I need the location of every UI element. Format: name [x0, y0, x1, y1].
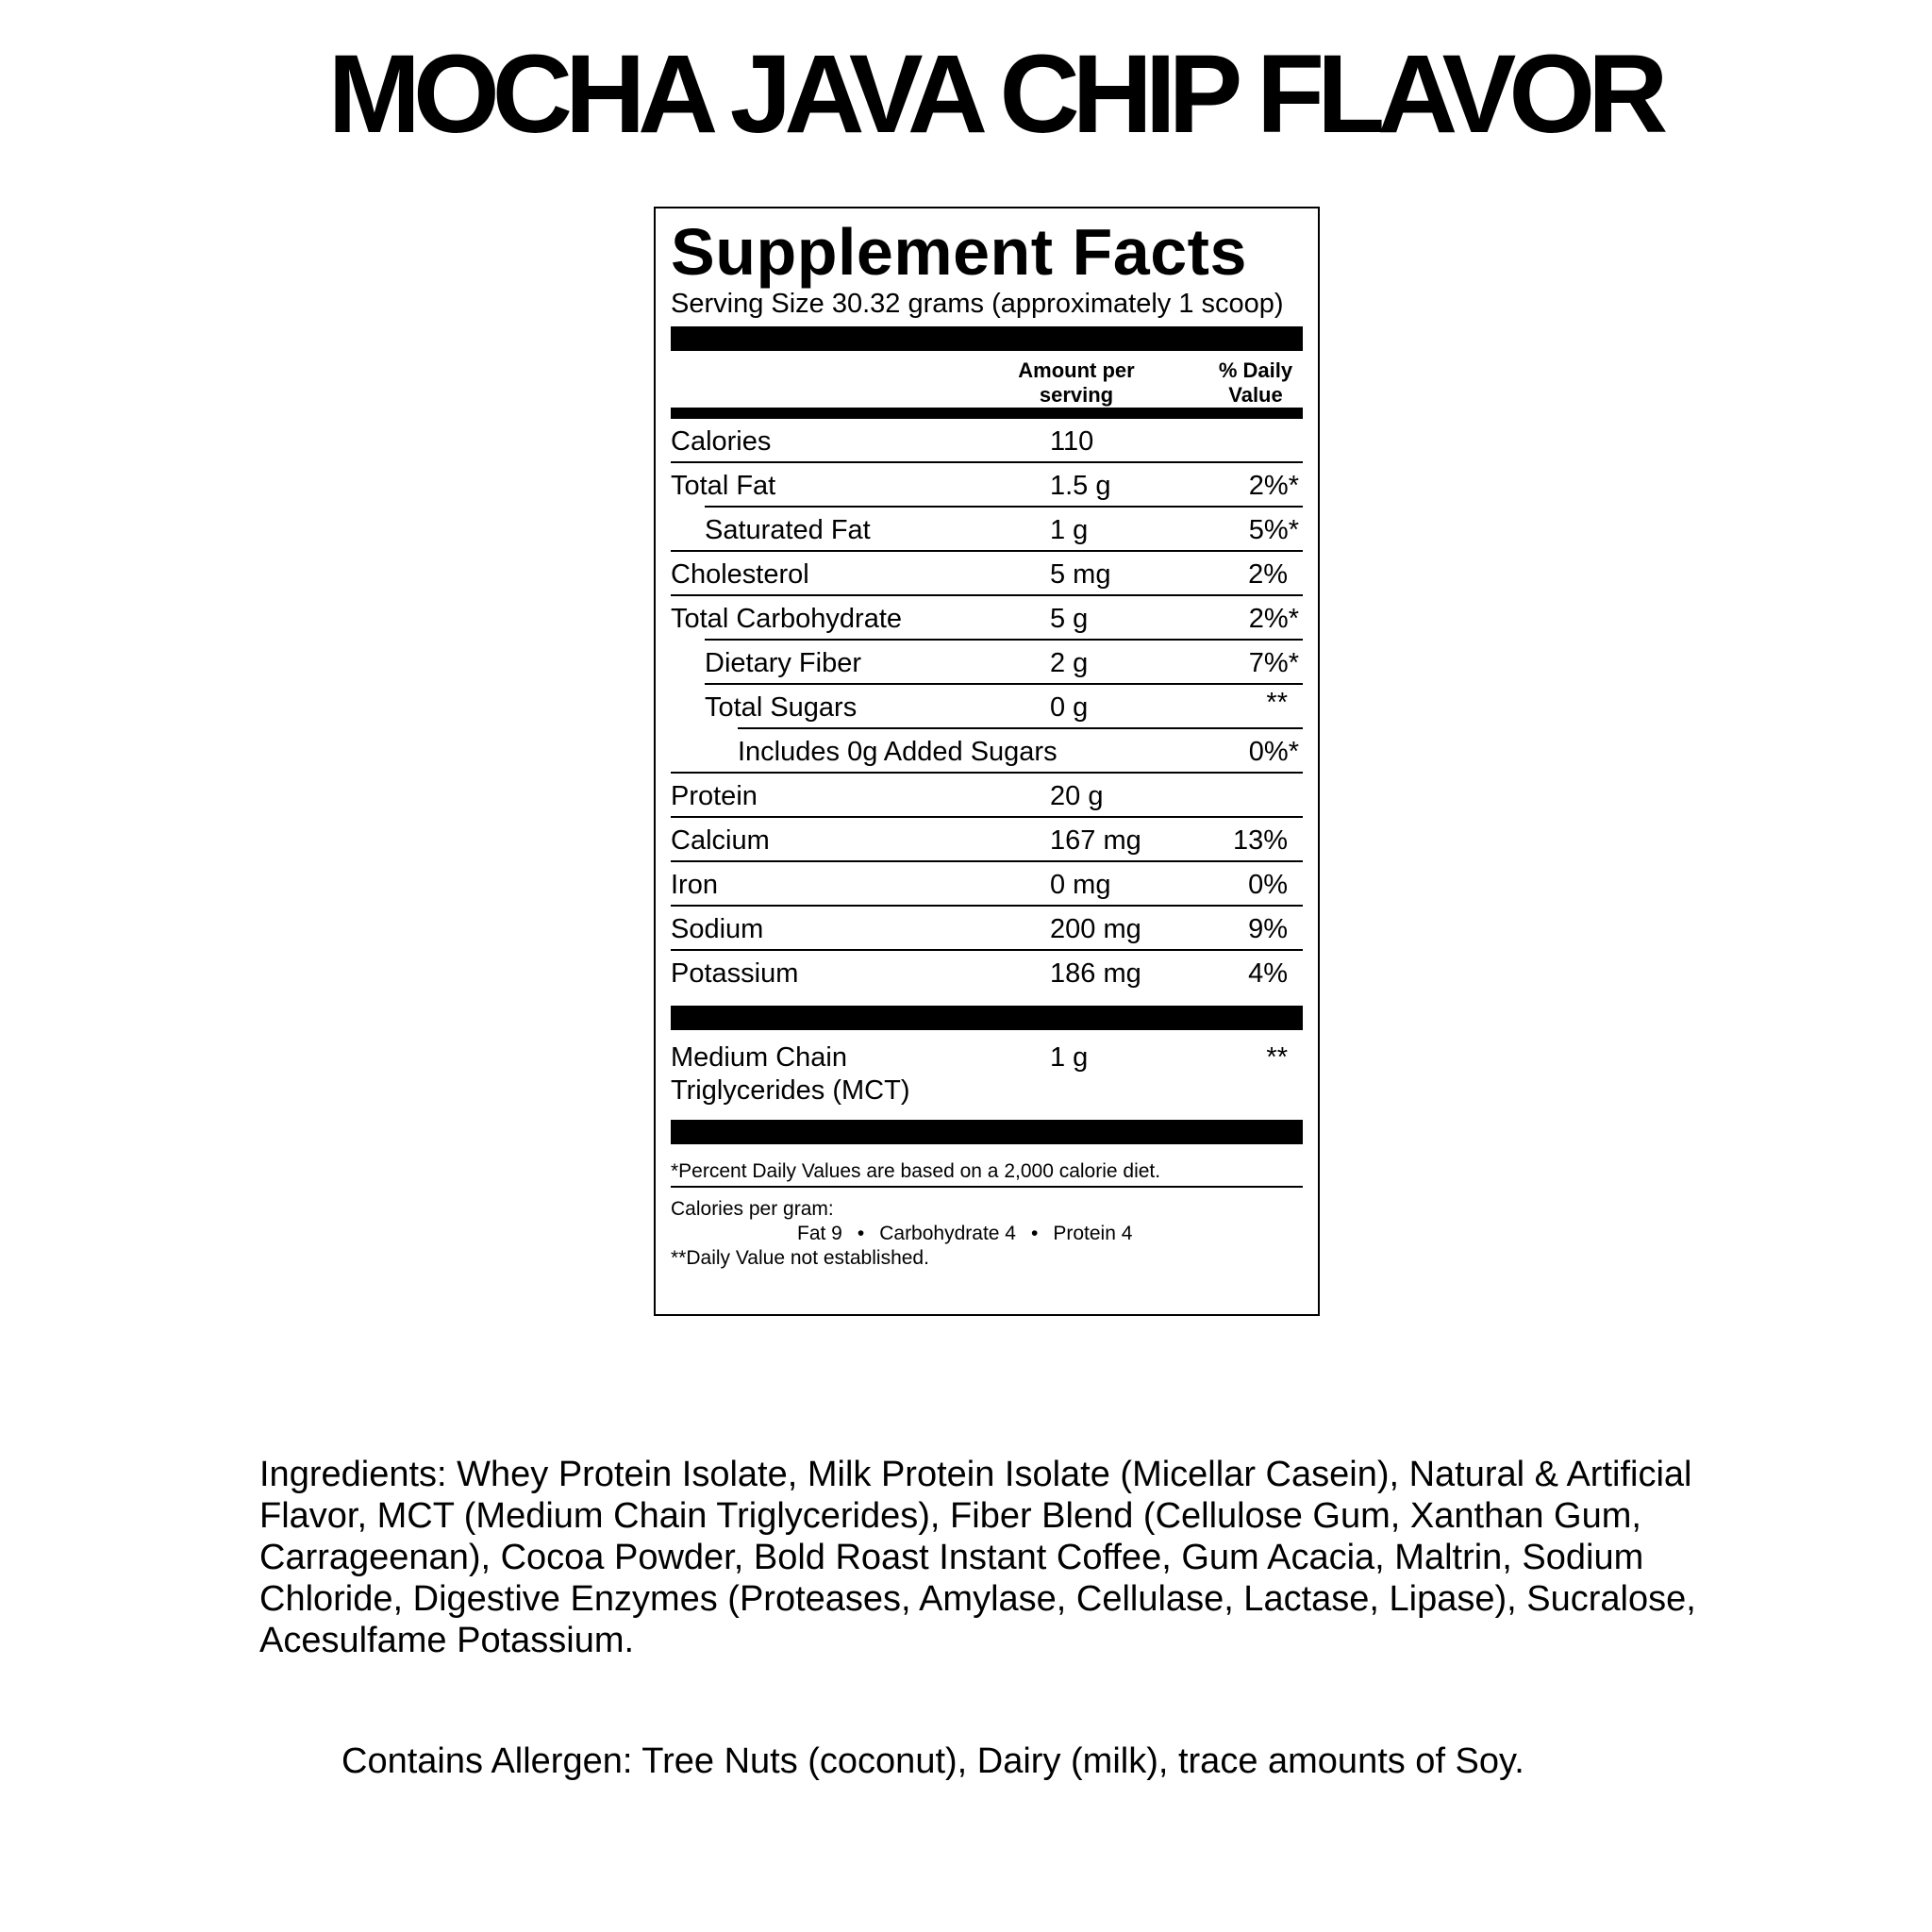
nutrient-daily-value: 2%* [1248, 471, 1299, 501]
nutrient-amount: 110 [1050, 426, 1094, 457]
nutrient-name: Cholesterol [671, 559, 809, 590]
nutrient-daily-value: ** [1266, 688, 1288, 718]
nutrient-name: Sodium [671, 914, 764, 944]
allergen-text: Contains Allergen: Tree Nuts (coconut), Dairy (milk), trace amounts of Soy. [341, 1741, 1524, 1781]
medium-divider [671, 408, 1303, 419]
supplement-facts-content [671, 208, 1303, 1314]
nutrient-name: Calories [671, 426, 772, 457]
nutrient-row-cholesterol [671, 552, 1303, 596]
daily-value-footnote: *Percent Daily Values are based on a 2,000 calorie diet. [671, 1160, 1161, 1182]
calories-per-gram-label: Calories per gram: [671, 1198, 834, 1220]
nutrient-name: Calcium [671, 825, 770, 856]
nutrient-name: Total Sugars [705, 692, 858, 723]
calories-protein: Protein 4 [1053, 1223, 1133, 1244]
calories-fat: Fat 9 [797, 1223, 842, 1244]
nutrient-daily-value: 2%* [1248, 604, 1299, 634]
nutrient-name: Iron [671, 870, 718, 900]
nutrient-amount: 2 g [1050, 648, 1089, 678]
nutrient-daily-value: 13% [1232, 825, 1288, 856]
nutrient-row-calcium [671, 818, 1303, 862]
nutrient-row-dietary-fiber [671, 641, 1303, 685]
nutrient-row-total-carbohydrate [671, 596, 1303, 641]
nutrient-daily-value: 2% [1248, 559, 1288, 590]
nutrient-row-mct [671, 1030, 1303, 1120]
nutrient-daily-value: 5%* [1248, 515, 1299, 545]
nutrient-amount: 5 mg [1050, 559, 1111, 590]
nutrient-row-total-fat [671, 463, 1303, 508]
column-headers [671, 351, 1303, 408]
nutrient-row-added-sugars [671, 729, 1303, 774]
bullet-separator: • [857, 1223, 865, 1244]
thick-divider-bottom [671, 1120, 1303, 1144]
nutrient-daily-value: 4% [1248, 958, 1288, 989]
nutrient-amount: 167 mg [1050, 825, 1141, 856]
ingredients-text: Ingredients: Whey Protein Isolate, Milk Protein Isolate (Micellar Casein), Natural & Artificial Flavor, MCT (Medium Chain Triglycerides), Fiber Blend (Cellulose Gum, Xanthan Gum, Carrageenan), Cocoa Powder, Bold Roast Instant Coffee, Gum Acacia, Maltrin, Sodium Chloride, Digestive Enzymes (Proteases, Amylase, Cellulase, Lactase, Lipase), Sucralose, Acesulfame Potassium. [259, 1455, 1696, 1660]
nutrient-amount: 1.5 g [1050, 471, 1111, 501]
nutrient-row-calories [671, 419, 1303, 463]
nutrient-name: Medium Chain Triglycerides (MCT) [671, 1042, 910, 1106]
supplement-facts-panel [654, 207, 1320, 1316]
nutrient-row-protein [671, 774, 1303, 818]
nutrient-daily-value: 0% [1248, 870, 1288, 900]
serving-size: Serving Size 30.32 grams (approximately 1 scoop) [671, 289, 1284, 319]
nutrient-amount: 1 g [1050, 1042, 1089, 1073]
nutrient-daily-value: 9% [1248, 914, 1288, 944]
nutrient-amount: 5 g [1050, 604, 1089, 634]
nutrient-name: Total Fat [671, 471, 776, 501]
nutrient-name: Protein [671, 781, 758, 811]
nutrient-row-potassium [671, 951, 1303, 994]
nutrient-amount: 1 g [1050, 515, 1089, 545]
nutrient-row-saturated-fat [671, 508, 1303, 552]
nutrient-row-iron [671, 862, 1303, 907]
nutrient-amount: 0 g [1050, 692, 1089, 723]
nutrient-name: Total Carbohydrate [671, 604, 903, 634]
nutrient-daily-value: 0%* [1248, 737, 1299, 767]
nutrient-name: Potassium [671, 958, 799, 989]
bullet-separator: • [1030, 1223, 1039, 1244]
calories-per-gram-breakdown [671, 1222, 1303, 1246]
nutrient-name: Saturated Fat [705, 515, 871, 545]
nutrient-name: Includes 0g Added Sugars [738, 737, 1058, 767]
supplement-facts-heading: Supplement Facts [671, 215, 1247, 289]
nutrient-name: Dietary Fiber [705, 648, 861, 678]
thick-divider-top [671, 326, 1303, 351]
daily-value-header: % Daily Value [1218, 358, 1293, 407]
thick-divider-middle [671, 1006, 1303, 1030]
nutrient-amount: 186 mg [1050, 958, 1141, 989]
nutrient-row-sodium [671, 907, 1303, 951]
nutrient-amount: 200 mg [1050, 914, 1141, 944]
nutrient-amount: 0 mg [1050, 870, 1111, 900]
nutrient-daily-value: ** [1266, 1042, 1288, 1073]
daily-value-not-established-footnote: **Daily Value not established. [671, 1247, 929, 1269]
amount-per-serving-header: Amount per serving [1018, 358, 1135, 407]
nutrient-amount: 20 g [1050, 781, 1104, 811]
calories-carbohydrate: Carbohydrate 4 [879, 1223, 1016, 1244]
nutrient-row-total-sugars [671, 685, 1303, 729]
flavor-title: MOCHA JAVA CHIP FLAVOR [327, 32, 1661, 157]
nutrient-daily-value: 7%* [1248, 648, 1299, 678]
